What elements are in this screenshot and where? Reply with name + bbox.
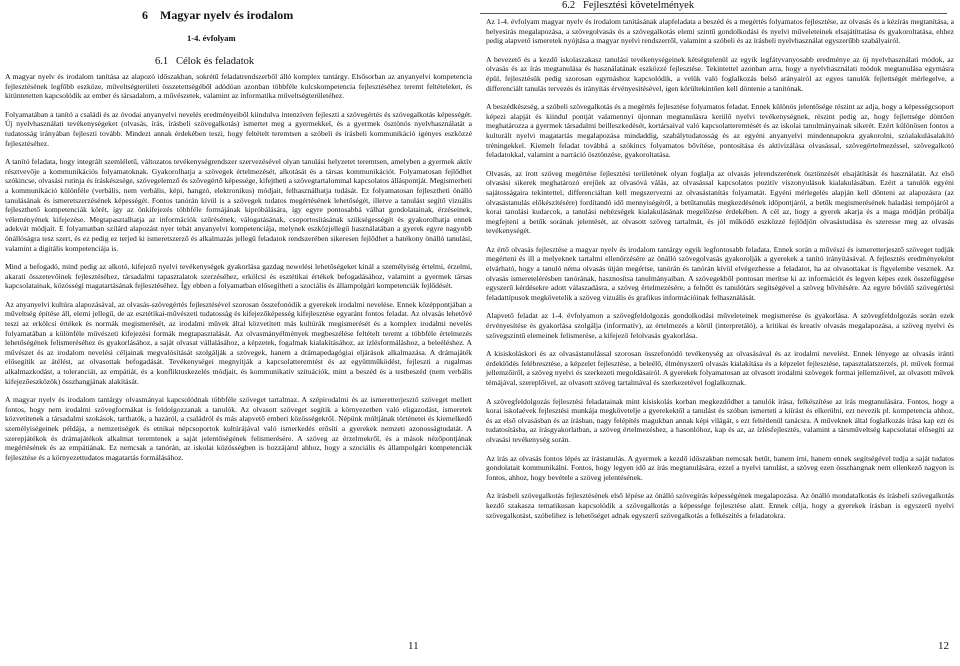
page-number: 12: [938, 640, 949, 652]
paragraph: A tanító feladata, hogy integrált szemléletű, változatos tevékenységrendszer szervezésével olyan tanulási helyzetet teremtsen, amelyben a gyermek aktív résztvevője a kommunikációs folyamatoknak. Gyakorolhatja a szövegek értelmezését, alkotását és a társas kommunikációt. Folyamatosan fejlődhet szókincse, olvasási rutinja és íráskészsége, szövegelemző és szövegértő képessége, kifejtheti a szövegtartalommal kapcsolatos álláspontját. Megismerheti a kommunikáció különféle (verbális, nem verbális, képi, hangzó, elektronikus) módjait, felhasználhatja tudását. Ez folyamatosan fejlesztheti önálló tanulásának és ismeretszerzésének képességét. Fontos tanórán kívül is a szövegek tudatos megértésének lehetőségét, illetve a tanulást segítő vizuális fejleszthető kompetenciák körét, így az önkifejezés többféle formájának kipróbálására, így egyre pontosabbá válhat gondolatainak, érzéseinek, véleményének kifejezése. Megtapasztalhatja az információk szűrésének, válogatásának, csoportosításának szükségességét és gyakorolhatja ennek adekvát módjait. E folyamatban szilárd alapozást nyer tehát anyanyelvi kompetenciája, melynek eszközjellegű használatában a gyerek egyre nagyobb önállóságra tesz szert, és ez pedig ez terjed ki ismeretszerző és alkalmazás jellegű feladatok rendszerében sikeresen fejlődhet a hatékony önálló tanulási, valamint a digitális kompetenciája is.: [5, 157, 472, 253]
chapter-heading: [142, 8, 293, 23]
left-body: [5, 72, 472, 471]
chapter-title: Magyar nyelv és irodalom: [160, 8, 294, 22]
right-page: [480, 0, 960, 666]
right-body: [486, 17, 954, 529]
page-number: 11: [408, 640, 419, 652]
paragraph: A beszédkészség, a szóbeli szövegalkotás és a megértés fejlesztése folyamatos feladat. Ennek különös jelentősége részint az adja, hogy a képességcsoport képezi alapját és kiindul pontját valamennyi újonnan megtanulásra kerülő nyelvi tevékenységnek, részint pedig az, hogy fejlettsége döntően meghatározza a gyermek társadalmi beilleszkedését, kortársaival való kapcsolatteremtését és az iskolai tanulmányainak sikerét. Ezért különösen fontos a kulturált nyelvi magatartás megalapozása mindaddig, szabálytudatosság és az egyéni anyanyelvi mindennapokra gyakorolni, szóalakulásalakító tréningekkel. Kiemelt feladat továbbá a szókincs folyamatos bővítése, pontosítása és aktivizálása olvasással, szövegértelmezéssel, szövegalkotó feladatokkal, valamint a narráció ösztönzése, gyakoroltatása.: [486, 102, 954, 160]
paragraph: A bevezető és a kezdő iskolaszakasz tanulási tevékenységeinek kétségtelenül az egyik legfátyvanyosabb eredménye az új nyelvhasználati módok, az olvasás és az írás megtanulása és használatának eszközzé fejlesztése. Tekintettel azonban arra, hogy a nyelvhasználati módok megtanulása egymásra épül, fejlesztésük pedig szorosan egymáshoz kapcsolódik, a velük való foglalkozás belső arányairól az egyes tanulók fejlettségét mérlegelve, a differenciált tanulás tervezés és irányítás érvényesítésével, igen körültekintően kell döntenie a tanítónak.: [486, 54, 954, 93]
section-number: 6.1: [155, 56, 169, 67]
section-number: 6.2: [562, 0, 576, 11]
paragraph: Az 1-4. évfolyam magyar nyelv és irodalom tanításának alapfeladata a beszéd és a megértés folyamatos fejlesztése, az olvasás és a kézírás megtanítása, a helyesírás megalapozása, a szövegolvasás és a szövegalkotás elemi szintű gondolkodási és nyelvi műveleteinek elsajátíttatása és gyakoroltatása, ehhez pedig alapvető ismeretek nyújtása a magyar nyelvi rendszerről, valamint a szóbeli és az írásbeli nyelvhasználat egyszerűbb szabályairól.: [486, 17, 954, 46]
heading-rule: [480, 13, 947, 14]
paragraph: Alapvető feladat az 1-4. évfolyamon a szövegfeldolgozás gondolkodási műveleteinek megismerése és gyakorlása. A szövegfeldolgozás során ezek érvényesítése és gyakorlása szolgálja (informatív), az értelmezés a körül (interpretáló), a kritikai és kreatív olvasás megalapozása, a szöveg nyelvi és szövegszintű elemeinek felismerése, a kifejező felolvasás gyakorlása.: [486, 311, 954, 340]
grade-range: 1-4. évfolyam: [187, 33, 236, 43]
paragraph: Mind a befogadó, mind pedig az alkotó, kifejező nyelvi tevékenységek gyakorlása gazdag newelési lehetőségeket kínál a személyiség értelmi, érzelmi, akarati összetevőinek fejlesztéséhez, társadalmi tapasztalatok szerzéséhez, erkölcsi és esztétikai értékek befogadásához, valamint a gyermek társas kapcsolatainak, közösségi magatartásának fejlesztéséhez. Így ebben a folyamatban elősegítheti a szociális és állampolgári kompetenciák fejlődését.: [5, 262, 472, 291]
section-heading: [562, 0, 694, 11]
section-heading: [155, 56, 254, 67]
paragraph: Az anyanyelvi kultúra alapozásával, az olvasás-szövegértés fejlesztésével szorosan összefonódik a gyerekek irodalmi nevelése. Ennek középpontjában a műveltség építése áll, elemi jellegű, de az esztétikai-művészeti tudatosság és kifejezőképesség kifejlesztése egyaránt fontos feladat. Az olvasás lehetővé teszi az erkölcsi értékek és normák megismerését, az irodalmi művek által közvetített más kultúrák megismerését és a komplex irodalmi nevelés folyamatában a különféle művészeti kifejezési formák megtapasztalását. Az olvasmányélmények megbeszélése feltételt teremt a többféle értelmezés lehetőségének felismeréséhez és gyakorlásához, a saját olvasat vállalásához, a képzetek, fogalmak kialakításához, az ízlésformáláshoz, a beleéléshez. A művészet és az irodalom nevelési céljainak megvalósítását szolgálják a szövegek, hanem a drámapedagógiai eljárások alkalmazása. A drámajáték elősegítik az átélést, az olvasottak befogadását. Tevékenységei megnyitják a kapcsolatteremtést és az együttműködést, fejleszti a rugalmas alkalmazkodást, a toleranciát, az empátiát, és a konfliktuskezelés módjait, és kommunikatív szituációk, mint a beszéd és a testbeszéd (nem verbális kifejezőeszközök) összhangjának alakítását.: [5, 299, 472, 386]
paragraph: A szövegfeldolgozás fejlesztési feladatainak mint kisiskolás korban megkezdődhet a tanulók írása, felkészítése az írás megtanulására. Fontos, hogy a korai iskolaévek fejlesztési munkája megkövetelje a gyerekektől a tanulást és szóban ismerteti a kiírást és elkerülni, ezt nevezik pl. kompetencia ahhoz, és az első olvasásban és az írásban, nagy felépítés magukban annak képi világát, s ezt feltétlenül tanácsra. A műveknek által foglalkozás írása kap ezt és tudatosításba, az írásgyakorlatban, a szöveg értelmezéshez, a hasonlóhoz, kap és az, az ízlésfejlesztés, valamint a társműveltség kapcsolatai elősegíti az olvasási tevékenység során.: [486, 396, 954, 444]
paragraph: Folyamatában a tanító a családi és az óvodai anyanyelvi nevelés eredményeiből kiindulva intenzíven fejleszti a szövegértés és szövegalkotás képességét. Új nyelvhasználati tevékenységeket (olvasás, írás, írásbeli szövegalkotás) ismertet meg a gyermekkel, és a gyermek ösztönös nyelvhasználatát a tudatosság irányában fejleszti tovább. Mindezt annak érdekében teszi, hogy feltételt teremtsen a szóbeli és írásbeli kommunikáció igényes eszközzé fejlesztéséhez.: [5, 109, 472, 148]
paragraph: Az értő olvasás fejlesztése a magyar nyelv és irodalom tantárgy egyik legfontosabb feladata. Ennek során a művészi és ismeretterjesztő szöveget tudják megérteni és ill a melyeknek tartalmi ellenőrzésére az önálló szövegolvasás gyakorolják a gyerekek a tanító irányításával. A fejlesztés eredményeként elvárható, hogy a tanuló néma olvasás útján megértse, tanórán és tanórán kívül elvégezhesse a feladatot, ha az olvasottakat is figyelembe vesznek. Az olvasás ismeretelérésben tanórának, hasznosítsa tanulmányaiban. A szövegekből pontosan merítse ki az információt és legyen képes ezek összefüggése egyszerű kérdésekre adott válaszadásra, a szöveg értelmezésére, a felnőtt és tanulótárs segítségével a szöveg bővítésére. Az egyre bővülő szövegértési feladattípusok megkövetelik a szöveg vizuális és grafikus információinak felhasználását.: [486, 244, 954, 302]
section-title: Fejlesztési követelmények: [583, 0, 695, 11]
paragraph: Olvasás, az írott szöveg megértése fejlesztési területének olyan foglalja az olvasás jelrendszerének ösztönzését elsajátítását és használatát. Az első olvasási sikerek meghatározó erejűek az olvasóvá válás, az olvasással kapcsolatos pozitív viszonyulások kialakulásában. Ezért a tanulók egyéni sajátosságaira tekintettel, differenciáltan kell megszervezni az olvasástanítás folyamatát. Egyéni mérlegelés alapján kell dönteni az alapozásra (az olvasástanulás előkészítésére) fordítandó idő mennyiségéről, a betűtanulás megkezdésének időpontjáról, a betűk megismerésének haladási tempójáról a korai tanulási kudarcok, a tanulási nehézségek kialakulásának megelőzése érdekében. A cél az, hogy a gyerek akarja és a maga módján próbálja megfejteni a betűk sorának jelentését, az olvasott szöveg tartalmát, és jól működő eszközzé fejlődjön olvasástudása és szeresse meg az olvasás tevékenységét.: [486, 168, 954, 236]
section-title: Célok és feladatok: [176, 56, 255, 67]
paragraph: Az írás az olvasás fontos lépés az írástanulás. A gyermek a kezdő időszakban nemcsak betűt, hanem írni, hanem ennek segítségével tudja a saját tudatos gondolatait kommunikálni. Fontos, hogy legyen idő az írás megtanulására, ezzel a nyelvi tanulást, a szöveg ezen összhangnak nem ellenkező nagyon is fontos, ahhoz, hogy bevétele a szöveg jelentésének.: [486, 453, 954, 482]
chapter-number: 6: [142, 8, 148, 22]
paragraph: A magyar nyelv és irodalom tantárgy olvasmányai kapcsolódnak többféle szöveget tartalmaz. A szépirodalmi és az ismeretterjesztő szöveget mellett fontos, hogy nem irodalmi szövegformákat is feldolgozzanak a tanulók. Az olvasott szöveget segítik a környezetben való eligazodást, ismeretek közvetítenek a társadalmi szokások, tarthatók, a hazáról, a családról és más alapvető emberi közösségekről. Népünk múltjának történetei és kiemelkedő személyiségeinek példája, a nemzetiségek és etnikai népcsoportok kultúrájával való ismerkedés erősíti a gyerekek nemzeti azonosságtudatát. A szerepjátékok és drámajátékok alkalmat teremtenek a saját jelentőségének felismerésére. A szöveg az érzelmekről, és a mások nézőpontjának megértésének és az empátiának. Ez nemcsak a tanórán, az iskolai közösségben is hozzájárul ahhoz, hogy a szociális és állampolgári kompetenciák fejlesztése és a környezettudatos magatartás formálásához.: [5, 395, 472, 462]
paragraph: A magyar nyelv és irodalom tanítása az alapozó időszakban, sokrétű feladatrendszerből álló komplex tantárgy. Elsősorban az anyanyelvi kompetencia fejlesztésének legfőbb eszköze, műveltségterületi összetettségéből adódóan azonban többféle kulcskompetencia fejlesztéséhez teremt feltételeket, és kitüntetetten kapcsolódik az ember és társadalom, a művészetek, valamint az informatika műveltségterületéhez.: [5, 72, 472, 101]
paragraph: Az írásbeli szövegalkotás fejlesztésének első lépése az önálló szövegírás képességének megalapozása. Az önálló mondatalkotás és írásbeli szövegalkotás kezdő szakasza tematikusan kapcsolódik a szövegalkotás a képessége fejlesztése alatt. Ennek célja, hogy a gyerekek írásban is egyszerű nyelvi szövegalkotást, szóbelihez is lehetőséget adnak egyszerű szövegalkotás a felkészítés a feladatokra.: [486, 491, 954, 520]
paragraph: A kisiskoláskori és az olvasástanulással szorosan összefonódó tevékenység az olvasásával és az irodalmi nevelést. Ennek lényege az olvasás iránti érdeklődés felébresztése, a képzelet fejlesztése, a beleélő, élményszerű olvasás kialakítása és a képzelet fejlesztése, tapasztalatszerzés, pl. művek formai jellemzőiről, a szöveg nyelvi és szerkezeti megoldásairól. A gyerekek folyamatosan az olvasott irodalmi szövegek formai jellemzőivel, az olvasott művek témájával, szereplőivel, az olvasott szöveg tartalmával és szerkezetével foglalkoznak.: [486, 349, 954, 387]
